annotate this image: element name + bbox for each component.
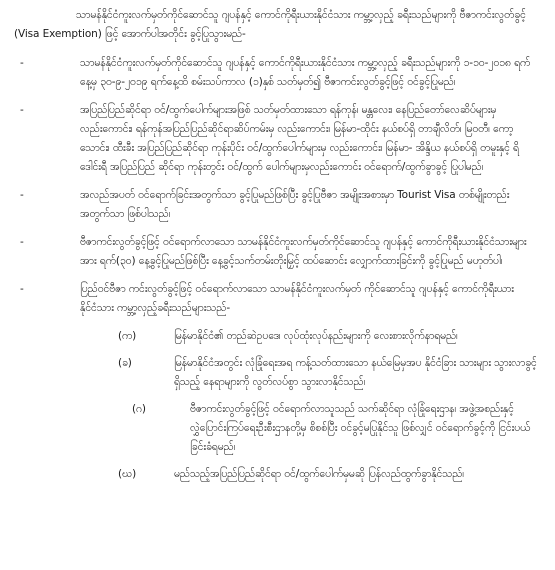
sub-item-text: ဗီဇာကင်းလွတ်ခွင့်ဖြင့် ဝင်ရောက်လာသူသည် သက်ဆိုင်ရာ လုံခြုံရေးဌာန၊ အဖွဲ့အစည်းနှင့်လွှဲပြောင်းကြပ်ရေးဦးစီးဌာနတို့မှ စိစစ်ပြီး ဝင်ခွင့်မပြုနိုင်သူ ဖြစ်လျှင် ဝင်ရောက်ခွင့်ကို ငြင်းပယ်ခြင်းခံရမည်၊	[190, 403, 531, 453]
bullet-item	[14, 233, 537, 271]
bullet-text: အပြည်ပြည်ဆိုင်ရာ ဝင်/ထွက်ပေါက်များအဖြစ် သတ်မှတ်ထားသော ရန်ကုန်၊ မန္တလေး၊ နေပြည်တော်လေဆိပ်များမှ လည်းကောင်း၊ ရန်ကုန်အပြည်ပြည်ဆိုင်ရာဆိပ်ကမ်းမှ လည်းကောင်း၊ မြန်မာ-ထိုင်း နယ်စပ်ရှိ တာချီလိတ်၊ မြဝတီ၊ ကော့သောင်း၊ ထီးခီး အပြည်ပြည်ဆိုင်ရာ ကုန်းပိုင်း ဝင်/ထွက်ပေါက်များမှ လည်းကောင်း၊ မြန်မာ- အိန္ဒိယ နယ်စပ်ရှိ တမူးနှင့် ရိဒေါင်းရီ အပြည်ပြည် ဆိုင်ရာ ကုန်းတွင်း ဝင်/ထွက် ပေါက်များမှလည်းကောင်း ဝင်ရောက်/ထွက်ခွာခွင့် ပြုပါမည်၊	[80, 104, 519, 173]
sub-item	[14, 327, 537, 346]
sub-item-text: မြန်မာနိုင်ငံအတွင်း လုံခြုံရေးအရ ကန့်သတ်ထားသော နယ်မြေမှအပ နိုင်ငံခြား သားများ သွားလာခွင့်ရှိသည့် နေရာများကို လွတ်လပ်စွာ သွားလာနိုင်သည်၊	[174, 357, 537, 388]
sub-item-mark: (ဃ)	[118, 468, 137, 480]
bullet-mark: -	[20, 189, 24, 201]
sub-item-text: မြန်မာနိုင်ငံ၏ တည်ဆဲဥပဒေ၊ လုပ်ထုံးလုပ်နည်းများကို လေးစားလိုက်နာရမည်၊	[174, 330, 458, 342]
sub-item-mark: (ဂ)	[132, 403, 146, 415]
sub-item	[14, 400, 537, 457]
sub-item-text: မည်သည့်အပြည်ပြည်ဆိုင်ရာ ဝင်/ထွက်ပေါက်မှမဆို ပြန်လည်ထွက်ခွာနိုင်သည်၊	[174, 468, 464, 480]
sub-item	[14, 354, 537, 392]
bullet-text: ဗီဇာကင်းလွတ်ခွင့်ဖြင့် ဝင်ရောက်လာသော သာမန်နိုင်ငံကူးလက်မှတ်ကိုင်ဆောင်သူ ဂျပန်နှင့် ကောင်ကိုရီးယားနိုင်ငံသားများအား ရက်(၃၀) နေ့ခွင့်ပြုမည်ဖြစ်ပြီး နေ့ခွင့်သက်တမ်းတိုးမြှင့် ထပ်ဆောင်း လျှောက်ထားခြင်းကို ခွင့်ပြုမည် မဟုတ်ပါ၊	[80, 236, 527, 267]
bullet-mark: -	[20, 57, 24, 69]
bullet-text: သာမန်နိုင်ငံကူးလက်မှတ်ကိုင်ဆောင်သူ ဂျပန်နှင့် ကောင်ကိုရီးယားနိုင်ငံသား ကမ္ဘာ့လှည့် ခရီးသည်များကို ၁-၁၀-၂၀၁၈ ရက်နေ့မှ ၃၀-၉-၂၀၁၉ ရက်နေ့ထိ စမ်းသပ်ကာလ (၁)နှစ် သတ်မှတ်၍ ဗီဇာကင်းလွတ်ခွင့်ဖြင့် ဝင်ခွင့်ပြုမည်၊	[80, 57, 531, 88]
sub-item-mark: (က)	[118, 330, 137, 342]
sub-item	[14, 465, 537, 484]
bullet-item	[14, 186, 537, 224]
bullet-text: အလည်အပတ် ဝင်ရောက်ခြင်းအတွက်သာ ခွင့်ပြုမည်ဖြစ်ပြီး ခွင့်ပြုဗီဇာ အမျိုးအစားမှာ Tourist Visa တစ်မျိုးတည်းအတွက်သာ ဖြစ်ပါသည်၊	[80, 189, 510, 220]
bullet-mark: -	[20, 236, 24, 248]
bullet-mark: -	[20, 104, 24, 116]
bullet-item	[14, 101, 537, 177]
bullet-text: ပြည်ဝင်ဗီဇာ ကင်းလွတ်ခွင့်ဖြင့် ဝင်ရောက်လာသော သာမန်နိုင်ငံကူးလက်မှတ် ကိုင်ဆောင်သူ ဂျပန်နှင့် ကောင်ကိုရီးယားနိုင်ငံသား ကမ္ဘာ့လှည့်ခရီးသည်များသည်-	[80, 283, 514, 314]
bullet-item	[14, 280, 537, 318]
bullet-item	[14, 54, 537, 92]
sub-item-mark: (ခ)	[118, 357, 132, 369]
intro-paragraph: သာမန်နိုင်ငံကူးလက်မှတ်ကိုင်ဆောင်သူ ဂျပန်နှင့် ကောင်ကိုရီးယားနိုင်ငံသား ကမ္ဘာ့လှည့် ခရီးသည်များကို ဗီဇာကင်းလွတ်ခွင့် (Visa Exemption) ဖြင့် အောက်ပါအတိုင်း ခွင့်ပြုသွားမည်-	[14, 9, 526, 40]
bullet-mark: -	[20, 283, 24, 295]
